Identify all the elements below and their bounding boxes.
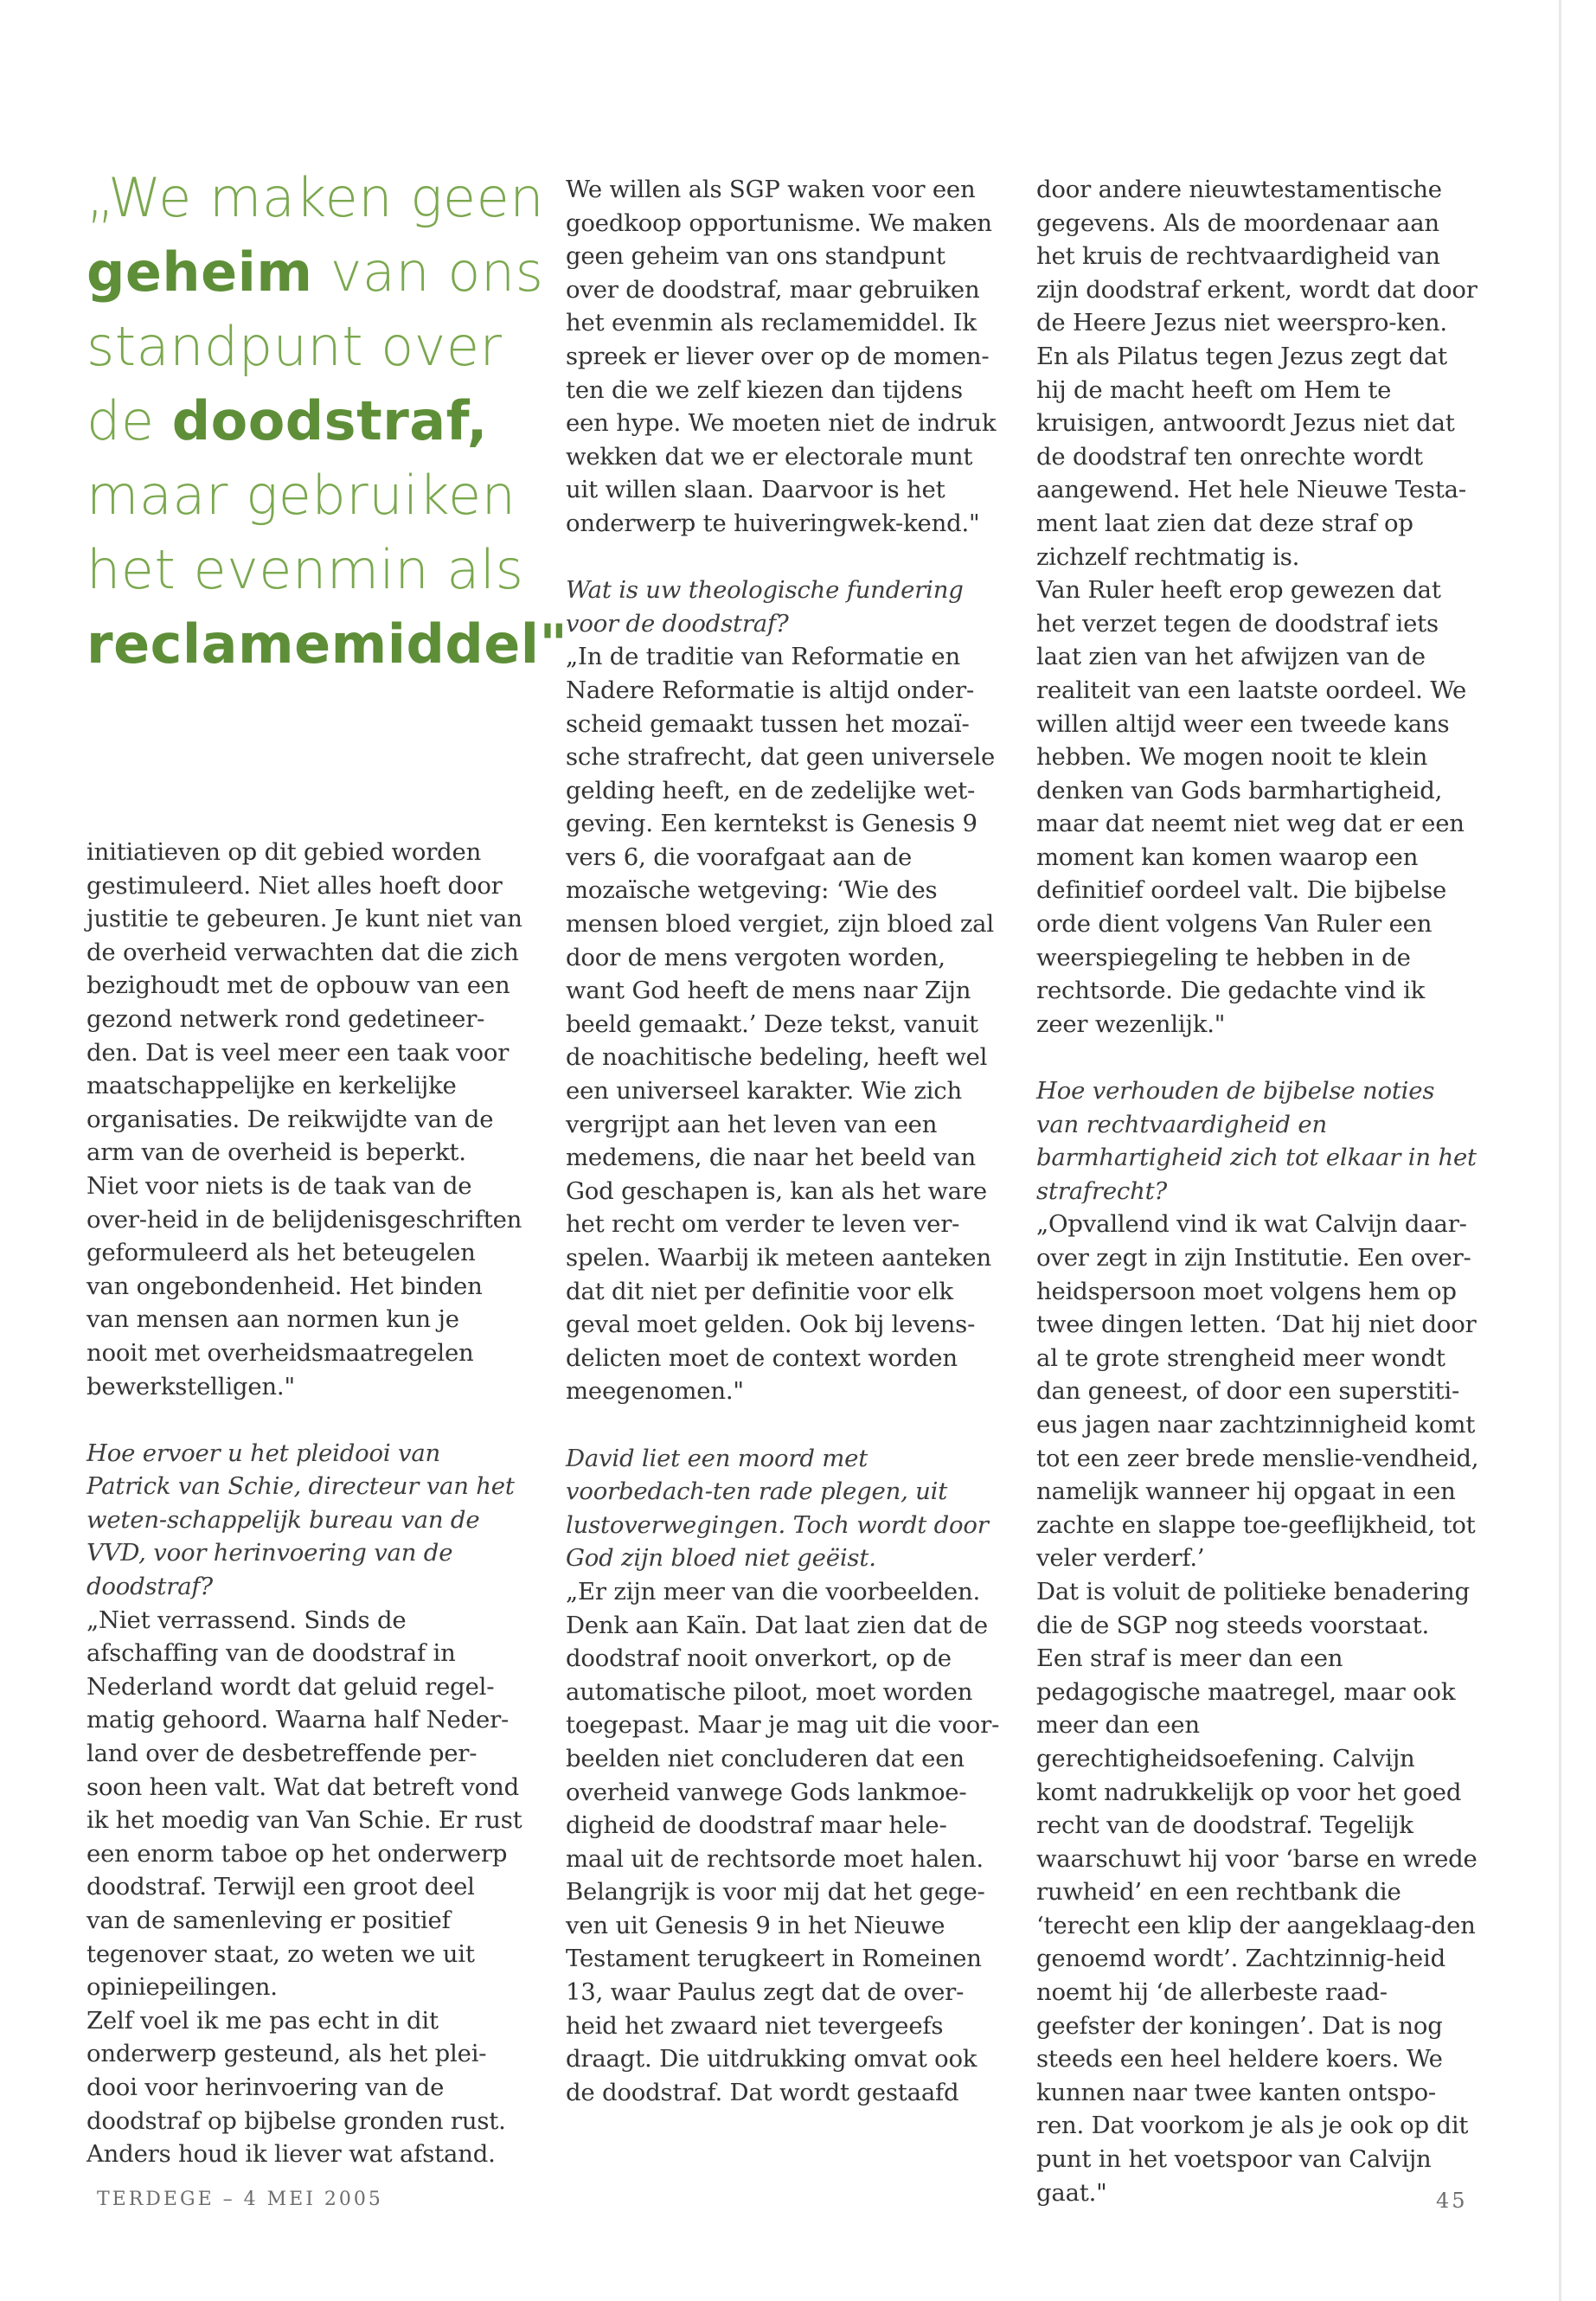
- body-paragraph: door andere nieuwtestamentische gegevens. Als de moordenaar aan het kruis de rechtvaardigheid van zijn doodstraf erkent, wordt dat door de Heere Jezus niet weerspro-ken. En als Pilatus tegen Jezus zegt dat hij de macht heeft om Hem te kruisigen, antwoordt Jezus niet dat de doodstraf ten onrechte wordt aangewend. Het hele Nieuwe Testa-ment laat zien dat deze straf op zichzelf rechtmatig is.: [1036, 176, 1477, 571]
- pull-quote-text-3: maar gebruiken het evenmin als: [87, 464, 524, 601]
- interview-question: Hoe ervoer u het pleidooi van Patrick van Schie, directeur van het weten-schappelijk bureau van de VVD, voor herinvoering van de doodstraf?: [87, 1439, 515, 1601]
- interview-question: Hoe verhouden de bijbelse noties van rechtvaardigheid en barmhartigheid zich tot elkaar in het strafrecht?: [1036, 1077, 1477, 1205]
- interview-question: Wat is uw theologische fundering voor de doodstraf?: [566, 576, 964, 638]
- interview-answer: „In de traditie van Reformatie en Nadere Reformatie is altijd onder-scheid gemaakt tussen het mozaï-sche strafrecht, dat geen universele gelding heeft, en de zedelijke wet-geving. Een kerntekst is Genesis 9 vers 6, die voorafgaat aan de mozaïsche wetgeving: ‘Wie des mensen bloed vergiet, zijn bloed zal door de mens vergoten worden, want God heeft de mens naar Zijn beeld gemaakt.’ Deze tekst, vanuit de noachitische bedeling, heeft wel een universeel karakter. Wie zich vergrijpt aan het leven van een medemens, die naar het beeld van God geschapen is, kan als het ware het recht om verder te leven ver-spelen. Waarbij ik meteen aanteken dat dit niet per definitie voor elk geval moet gelden. Ook bij levens-delicten moet de context worden meegenomen.": [566, 643, 996, 1406]
- interview-question: David liet een moord met voorbedach-ten rade plegen, uit lustoverwegingen. Toch wordt door God zijn bloed niet geëist.: [566, 1444, 989, 1573]
- interview-answer-continued: Dat is voluit de politieke benadering die de SGP nog steeds voorstaat. Een straf is meer dan een pedagogische maatregel, maar ook meer dan een gerechtigheidsoefening. Calvijn komt nadrukkelijk op voor het goed recht van de doodstraf. Tegelijk waarschuwt hij voor ‘barse en wrede ruwheid’ en een rechtbank die ‘terecht een klip der aangeklaag-den genoemd wordt’. Zachtzinnig-heid noemt hij ‘de allerbeste raad-geefster der koningen’. Dat is nog steeds een heel heldere koers. We kunnen naar twee kanten ontspo-ren. Dat voorkom je als je ook op dit punt in het voetspoor van Calvijn gaat.": [1036, 1577, 1477, 2207]
- pull-quote-emphasis-1: geheim: [87, 240, 313, 304]
- pull-quote-emphasis-3: reclamemiddel": [87, 612, 568, 676]
- article-column-3: [1036, 173, 1479, 2209]
- pull-quote-text-2: van ons standpunt over de: [87, 240, 544, 452]
- interview-answer: „Er zijn meer van die voorbeelden. Denk aan Kaïn. Dat laat zien dat de doodstraf nooit onverkort, op de automatische piloot, moet worden toegepast. Maar je mag uit die voor-beelden niet concluderen dat een overheid vanwege Gods lankmoe-digheid de doodstraf maar hele-maal uit de rechtsorde moet halen. Belangrijk is voor mij dat het gege-ven uit Genesis 9 in het Nieuwe Testament terugkeert in Romeinen 13, waar Paulus zegt dat de over-heid het zwaard niet tevergeefs draagt. Die uitdrukking omvat ook de doodstraf. Dat wordt gestaafd: [566, 1577, 1000, 2106]
- quote-open-mark: „: [87, 166, 108, 229]
- pull-quote: [87, 161, 568, 682]
- interview-answer: „Niet verrassend. Sinds de afschaffing van de doodstraf in Nederland wordt dat geluid regel-matig gehoord. Waarna half Neder-land over de desbetreffende per-soon heen valt. Wat dat betreft vond ik het moedig van Van Schie. Er rust een enorm taboe op het onderwerp doodstraf. Terwijl een groot deel van de samenleving er positief tegenover staat, zo weten we uit opiniepeilingen.: [87, 1606, 522, 2002]
- interview-answer-continued: Zelf voel ik me pas echt in dit onderwerp gesteund, als het plei-dooi voor herinvoering van de doodstraf op bijbelse gronden rust. Anders houd ik liever wat afstand.: [87, 2006, 506, 2169]
- body-paragraph: We willen als SGP waken voor een goedkoop opportunisme. We maken geen geheim van ons standpunt over de doodstraf, maar gebruiken het evenmin als reclamemiddel. Ik spreek er liever over op de momen-ten die we zelf kiezen dan tijdens een hype. We moeten niet de indruk wekken dat we er electorale munt uit willen slaan. Daarvoor is het onderwerp te huiveringwek-kend.": [566, 176, 997, 537]
- interview-answer: „Opvallend vind ik wat Calvijn daar-over zegt in zijn Institutie. Een over-heidspersoon moet volgens hem op twee dingen letten. ‘Dat hij niet door al te grote strengheid meer wondt dan geneest, of door een superstiti-eus jagen naar zachtzinnigheid komt tot een zeer brede menslie-vendheid, namelijk wanneer hij opgaat in een zachte en slappe toe-geeflijkheid, tot veler verderf.’: [1036, 1210, 1479, 1573]
- body-paragraph: Van Ruler heeft erop gewezen dat het verzet tegen de doodstraf iets laat zien van het afwijzen van de realiteit van een laatste oordeel. We willen altijd weer een tweede kans hebben. We mogen nooit te klein denken van Gods barmhartigheid, maar dat neemt niet weg dat er een moment kan komen waarop een definitief oordeel valt. Die bijbelse orde dient volgens Van Ruler een weerspiegeling te hebben in de rechtsorde. Die gedachte vind ik zeer wezenlijk.": [1036, 576, 1467, 1038]
- footer-publication: TERDEGE – 4 MEI 2005: [97, 2189, 383, 2210]
- pull-quote-text-1: We maken geen: [107, 166, 545, 229]
- page-edge-line: [1559, 0, 1561, 2301]
- body-paragraph: initiatieven op dit gebied worden gestimuleerd. Niet alles hoeft door justitie te gebeuren. Je kunt niet van de overheid verwachten dat die zich bezighoudt met de opbouw van een gezond netwerk rond gedetineer-den. Dat is veel meer een taak voor maatschappelijke en kerkelijke organisaties. De reikwijdte van de arm van de overheid is beperkt. Niet voor niets is de taak van de over-heid in de belijdenisgeschriften geformuleerd als het beteugelen van ongebondenheid. Het binden van mensen aan normen kun je nooit met overheidsmaatregelen bewerkstelligen.": [87, 838, 522, 1400]
- article-column-1: [87, 836, 523, 2171]
- pull-quote-emphasis-2: doodstraf,: [171, 389, 488, 452]
- article-column-2: [566, 173, 1000, 2109]
- page-number: 45: [1436, 2189, 1468, 2213]
